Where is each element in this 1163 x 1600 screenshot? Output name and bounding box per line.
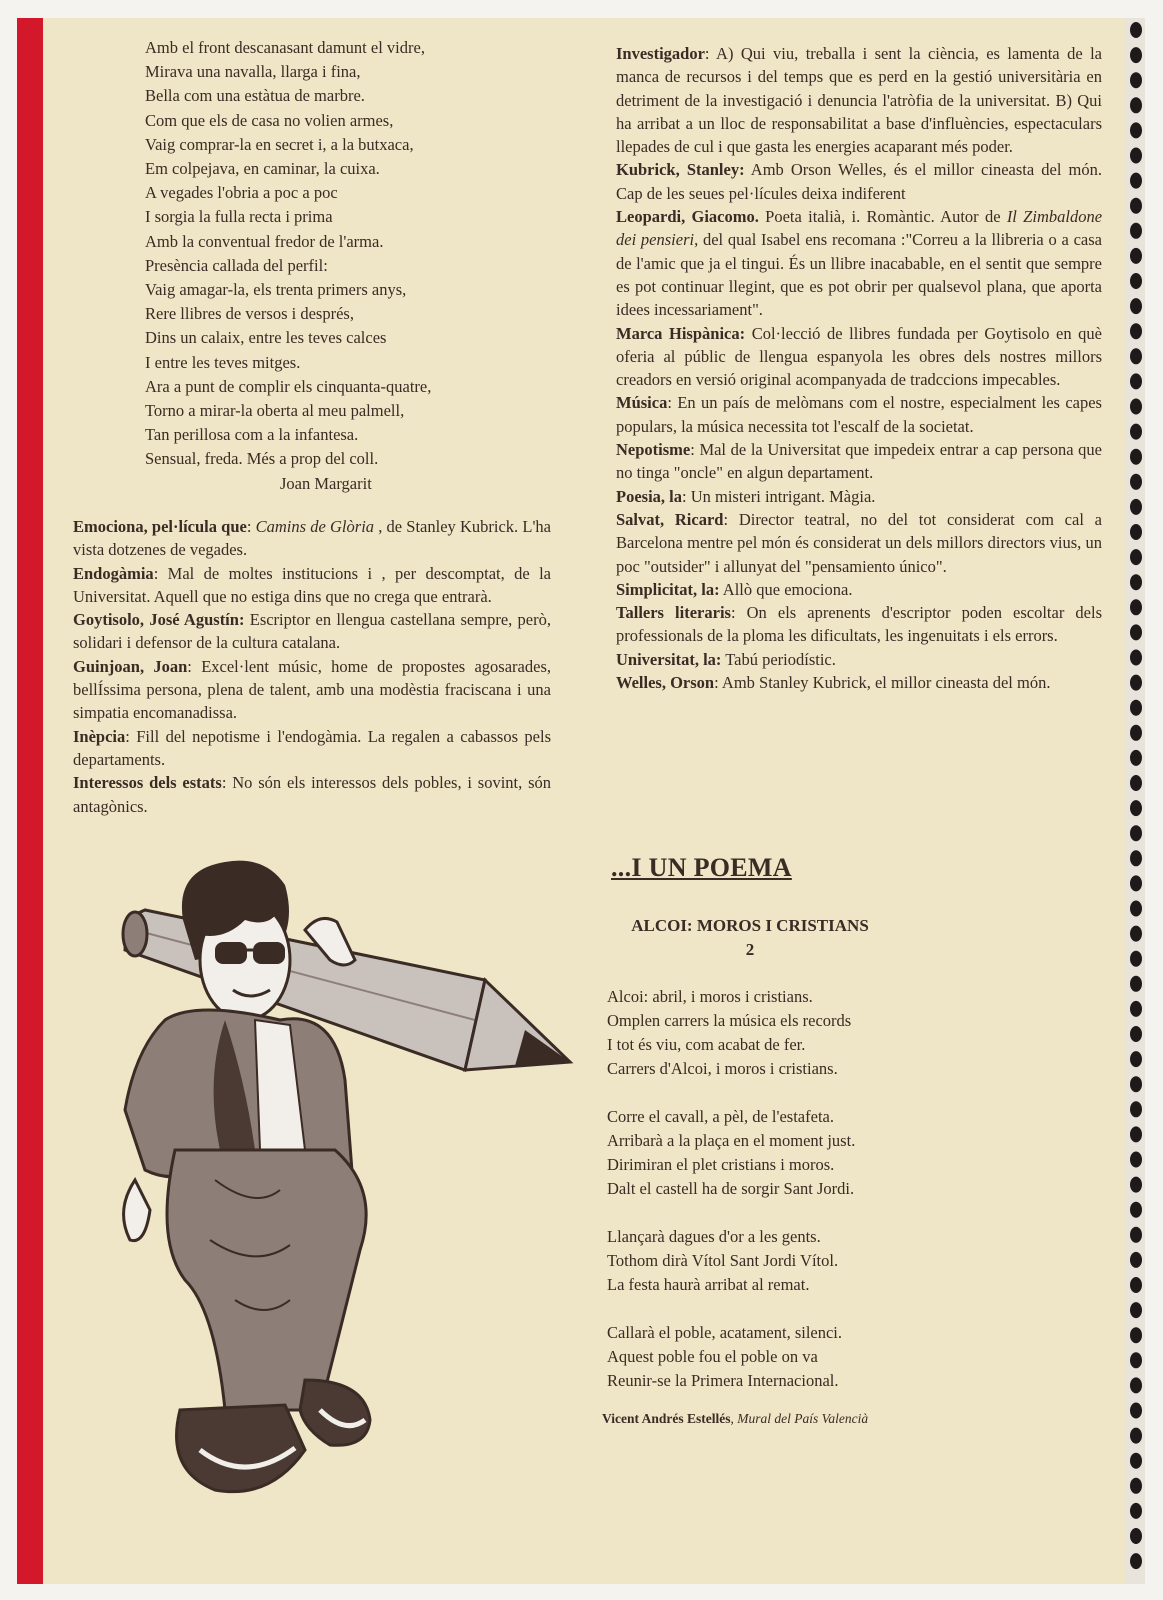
poem-line: Omplen carrers la música els records xyxy=(607,1011,852,1030)
binding-ring xyxy=(1130,499,1142,515)
glossary-definition: , de Stanley Kubrick. L'ha vista dotzenes de vegades. xyxy=(73,517,551,560)
glossary-term: Nepotisme xyxy=(616,440,691,460)
glossary-definition: En un país de melòmans com el nostre, especialment les capes populars, la música necessita tot l'escalf de la societat. xyxy=(616,393,1102,436)
glossary-entry xyxy=(616,485,1102,508)
glossary-separator: : xyxy=(221,773,233,793)
glossary-entry xyxy=(616,648,1102,671)
glossary-separator: : xyxy=(730,603,747,623)
binding-ring xyxy=(1130,72,1142,88)
binding-ring xyxy=(1130,976,1142,992)
binding-ring xyxy=(1130,399,1142,415)
glossary-term: Simplicitat, la: xyxy=(616,579,720,599)
glossary-term: Inèpcia xyxy=(73,726,126,746)
glossary-entry xyxy=(616,42,1102,158)
glossary-separator: : xyxy=(667,393,678,413)
binding-ring xyxy=(1130,800,1142,816)
glossary-definition: Fill del nepotisme i l'endogàmia. La regalen a cabassos pels departaments. xyxy=(73,726,551,769)
binding-ring xyxy=(1130,850,1142,866)
glossary-separator: : xyxy=(690,440,700,460)
binding-ring xyxy=(1130,524,1142,540)
poem-signature: Vicent Andrés Estellés, Mural del País Valencià xyxy=(602,1411,869,1426)
poem-line: Torno a mirar-la oberta al meu palmell, xyxy=(145,401,405,421)
poem-line: Dalt el castell ha de sorgir Sant Jordi. xyxy=(607,1179,855,1198)
binding-ring xyxy=(1130,223,1142,239)
poem-stanza xyxy=(607,985,855,1081)
poem-line: Callarà el poble, acatament, silenci. xyxy=(607,1323,843,1342)
glossary-term: Welles, Orson xyxy=(616,673,715,693)
poem-line: Arribarà a la plaça en el moment just. xyxy=(607,1131,856,1150)
glossary-entry xyxy=(73,562,551,609)
sunglasses-right xyxy=(253,942,285,964)
binding-ring xyxy=(1130,474,1142,490)
glossary-term: Goytisolo, José Agustín: xyxy=(73,610,245,630)
glossary-separator: : xyxy=(714,673,722,693)
binding-ring xyxy=(1130,875,1142,891)
binding-ring xyxy=(1130,1528,1142,1544)
binding-ring xyxy=(1130,599,1142,615)
glossary-term: Kubrick, Stanley: xyxy=(616,160,745,180)
binding-ring xyxy=(1130,298,1142,314)
glossary-separator: : xyxy=(125,726,137,746)
binding-ring xyxy=(1130,549,1142,565)
glossary-entry xyxy=(73,725,551,772)
glossary-separator: : xyxy=(723,509,739,529)
binding-ring xyxy=(1130,725,1142,741)
glossary-term: Universitat, la: xyxy=(616,649,722,669)
binding-ring xyxy=(1130,1076,1142,1092)
poem-line: Mirava una navalla, llarga i fina, xyxy=(145,62,361,82)
glossary-term: Endogàmia xyxy=(73,563,154,583)
glossary-term: Poesia, la xyxy=(616,486,682,506)
man-carrying-pencil-illustration xyxy=(105,850,575,1500)
glossary-entry xyxy=(616,158,1102,205)
signature-author: Vicent Andrés Estellés xyxy=(602,1411,731,1426)
poem-line: Tan perillosa com a la infantesa. xyxy=(145,425,359,445)
poem-title xyxy=(610,914,890,962)
binding-ring xyxy=(1130,675,1142,691)
binding-ring xyxy=(1130,1001,1142,1017)
glossary-work-title: Camins de Glòria xyxy=(255,517,375,536)
glossary-definition: Amb Orson Welles, és el millor cineasta del món. Cap de les seues pel·lícules deixa indiferent xyxy=(616,160,1102,203)
poem-line: Amb el front descanasant damunt el vidre, xyxy=(145,38,425,57)
glossary-definition: Mal de moltes institucions i , per descomptat, de la Universitat. Aquell que no estiga dins que no crega que entrarà. xyxy=(73,563,551,606)
glossary-separator: : xyxy=(187,656,202,676)
glossary-entry xyxy=(73,655,551,725)
binding-ring xyxy=(1130,1352,1142,1368)
binding-ring xyxy=(1130,47,1142,63)
glossary-entry xyxy=(616,205,1102,321)
poem-line: I tot és viu, com acabat de fer. xyxy=(607,1035,806,1054)
poem-line: Bella com una estàtua de marbre. xyxy=(145,86,365,106)
binding-ring xyxy=(1130,273,1142,289)
binding-ring xyxy=(1130,1553,1142,1569)
glossary-entry xyxy=(616,578,1102,601)
poem-line: Vaig amagar-la, els trenta primers anys, xyxy=(145,280,407,300)
glossary-term: Tallers literaris xyxy=(616,603,731,623)
glossary-separator: : xyxy=(704,44,717,63)
glossary-entry xyxy=(616,322,1102,392)
binding-ring xyxy=(1130,122,1142,138)
poem-line: Corre el cavall, a pèl, de l'estafeta. xyxy=(607,1107,834,1126)
poem-line: Vaig comprar-la en secret i, a la butxaca, xyxy=(145,134,414,154)
binding-ring xyxy=(1130,373,1142,389)
binding-ring xyxy=(1130,97,1142,113)
shoe-right xyxy=(300,1380,370,1445)
glossary-entry xyxy=(616,508,1102,578)
binding-ring xyxy=(1130,1051,1142,1067)
glossary-term: Música xyxy=(616,393,668,413)
sunglasses-left xyxy=(215,942,247,964)
pants xyxy=(167,1150,366,1410)
glossary-entry xyxy=(73,515,551,562)
binding-ring xyxy=(1130,198,1142,214)
binding-ring xyxy=(1130,1403,1142,1419)
glossary-definition: Poeta italià, i. Romàntic. Autor de xyxy=(765,207,1007,227)
glossary-definition: On els aprenents d'escriptor poden escoltar dels professionals de la ploma les dificultats, les ingenuitats i els errors. xyxy=(616,603,1102,646)
binding-ring xyxy=(1130,1503,1142,1519)
poem-line: Carrers d'Alcoi, i moros i cristians. xyxy=(607,1059,838,1078)
poem-line: Tothom dirà Vítol Sant Jordi Vítol. xyxy=(607,1251,839,1270)
glossary-definition: No són els interessos dels pobles, i sovint, són antagònics. xyxy=(73,773,551,816)
binding-ring xyxy=(1130,574,1142,590)
glossary-right-column xyxy=(616,42,1102,694)
binding-ring xyxy=(1130,926,1142,942)
glossary-definition: Mal de la Universitat que impedeix entrar a cap persona que no tinga "oncle" en algun departament. xyxy=(616,440,1102,483)
glossary-entry xyxy=(616,438,1102,485)
glossary-left-column xyxy=(73,515,551,818)
glossary-term: Salvat, Ricard xyxy=(616,509,724,529)
glossary-term: Marca Hispànica: xyxy=(616,323,746,343)
poem-line: Sensual, freda. Més a prop del coll. xyxy=(145,449,379,469)
binding-ring xyxy=(1130,1428,1142,1444)
binding-ring xyxy=(1130,22,1142,38)
glossary-entry xyxy=(73,771,551,818)
shoe-left xyxy=(177,1405,305,1492)
poem-stanza xyxy=(607,1225,855,1297)
glossary-separator: : xyxy=(153,563,168,583)
glossary-definition-cont: , del qual Isabel ens recomana :"Correu a la llibreria o a casa de l'amic que ja el tingui. És un llibre inacabable, en el sentit que sempre es pot continuar llegint, que es pot obrir per qualsevol plana, que aporta idees incessariament". xyxy=(616,230,1102,320)
binding-ring xyxy=(1130,1252,1142,1268)
poem-line: Em colpejava, en caminar, la cuixa. xyxy=(145,159,380,179)
binding-ring xyxy=(1130,424,1142,440)
spiral-binding-icon xyxy=(1128,22,1158,1582)
glossary-definition: Amb Stanley Kubrick, el millor cineasta del món. xyxy=(721,673,1051,693)
poem-line: La festa haurà arribat al remat. xyxy=(607,1275,810,1294)
poem-alcoi xyxy=(607,985,855,1417)
glossary-definition: A) Qui viu, treballa i sent la ciència, es lamenta de la manca de recursos i del temps que es perd en la gestió universitària en detriment de la investigació i denuncia l'atròfia de la universitat. B) Qui ha arribat a un lloc de responsabilitat a base d'influències, espectaculars llepades de cul i que gasta les energies acaparant més poder. xyxy=(616,44,1102,157)
binding-ring xyxy=(1130,1177,1142,1193)
glossary-term: Interessos dels estats xyxy=(73,773,222,793)
glossary-separator: : xyxy=(682,486,691,506)
binding-ring xyxy=(1130,650,1142,666)
binding-ring xyxy=(1130,1478,1142,1494)
hand-lower xyxy=(124,1180,150,1241)
binding-ring xyxy=(1130,1026,1142,1042)
binding-ring xyxy=(1130,1377,1142,1393)
glossary-definition: Allò que emociona. xyxy=(722,579,853,599)
glossary-separator xyxy=(745,324,752,343)
binding-ring xyxy=(1130,700,1142,716)
glossary-definition: Tabú periodístic. xyxy=(725,649,836,669)
binding-ring xyxy=(1130,449,1142,465)
poem-number: 2 xyxy=(745,940,755,959)
glossary-work-title: Il Zimbaldone dei pensieri xyxy=(616,207,1103,250)
glossary-entry xyxy=(616,391,1102,438)
binding-ring xyxy=(1130,750,1142,766)
binding-ring xyxy=(1130,1101,1142,1117)
section-heading: ...I UN POEMA xyxy=(611,853,792,882)
poem-line: A vegades l'obria a poc a poc xyxy=(145,183,338,203)
glossary-definition: Escriptor en llengua castellana sempre, però, solidari i defensor de la cultura catalana. xyxy=(73,610,551,653)
poem-margarit-author: Joan Margarit xyxy=(280,473,372,493)
binding-ring xyxy=(1130,775,1142,791)
poem-margarit xyxy=(145,36,585,496)
binding-ring xyxy=(1130,348,1142,364)
glossary-definition: Col·lecció de llibres fundada per Goytisolo en què oferia al públic de llengua espanyola les obres dels nostres millors creadors en versió original acompanyada de tradccions impecables. xyxy=(616,323,1102,390)
glossary-term: Emociona, pel·lícula que xyxy=(73,517,247,536)
poem-stanza xyxy=(607,1321,855,1393)
binding-ring xyxy=(1130,1302,1142,1318)
glossary-definition: Un misteri intrigant. Màgia. xyxy=(690,486,876,506)
binding-ring xyxy=(1130,1152,1142,1168)
signature-work: Mural del País Valencià xyxy=(737,1411,869,1426)
poem-stanza xyxy=(607,1105,855,1201)
glossary-term: Investigador xyxy=(616,44,705,63)
binding-ring xyxy=(1130,248,1142,264)
binding-ring xyxy=(1130,951,1142,967)
binding-ring xyxy=(1130,825,1142,841)
binding-ring xyxy=(1130,1126,1142,1142)
binding-ring xyxy=(1130,624,1142,640)
binding-ring xyxy=(1130,1227,1142,1243)
poem-line: Llançarà dagues d'or a les gents. xyxy=(607,1227,821,1246)
poem-margarit-lines xyxy=(145,36,585,472)
glossary-definition: Director teatral, no del tot considerat com cal a Barcelona mentre pel món és considerat un dels millors directors vius, un poc "outsider" i allunyat del "pensamiento único". xyxy=(616,509,1102,576)
poem-line: Com que els de casa no volien armes, xyxy=(145,110,394,130)
poem-line: Alcoi: abril, i moros i cristians. xyxy=(607,987,813,1006)
poem-line: Rere llibres de versos i després, xyxy=(145,304,354,324)
binding-ring xyxy=(1130,1202,1142,1218)
binding-ring xyxy=(1130,901,1142,917)
binding-ring xyxy=(1130,1277,1142,1293)
poem-line: Reunir-se la Primera Internacional. xyxy=(607,1371,839,1390)
poem-title-text: ALCOI: MOROS I CRISTIANS xyxy=(631,916,869,935)
binding-ring xyxy=(1130,323,1142,339)
glossary-entry xyxy=(73,608,551,655)
glossary-entry xyxy=(616,671,1102,694)
binding-ring xyxy=(1130,148,1142,164)
poem-line: I sorgia la fulla recta i prima xyxy=(145,207,333,227)
glossary-entry xyxy=(616,601,1102,648)
glossary-separator: : xyxy=(246,517,256,536)
glossary-definition: Excel·lent músic, home de propostes agosarades, bellÍssima persona, plena de talent, amb una modèstia fraciscana i una simpatia encomanadissa. xyxy=(73,656,551,723)
glossary-term: Leopardi, Giacomo. xyxy=(616,207,759,227)
poem-line: Amb la conventual fredor de l'arma. xyxy=(145,231,384,251)
poem-line: Dirimiran el plet cristians i moros. xyxy=(607,1155,835,1174)
red-page-edge xyxy=(17,18,43,1584)
poem-line: Presència callada del perfil: xyxy=(145,255,328,275)
binding-ring xyxy=(1130,1453,1142,1469)
poem-line: I entre les teves mitges. xyxy=(145,352,301,372)
poem-line: Ara a punt de complir els cinquanta-quatre, xyxy=(145,376,432,396)
glossary-term: Guinjoan, Joan xyxy=(73,656,188,676)
poem-line: Aquest poble fou el poble on va xyxy=(607,1347,818,1366)
binding-ring xyxy=(1130,1327,1142,1343)
binding-ring xyxy=(1130,173,1142,189)
poem-line: Dins un calaix, entre les teves calces xyxy=(145,328,387,348)
